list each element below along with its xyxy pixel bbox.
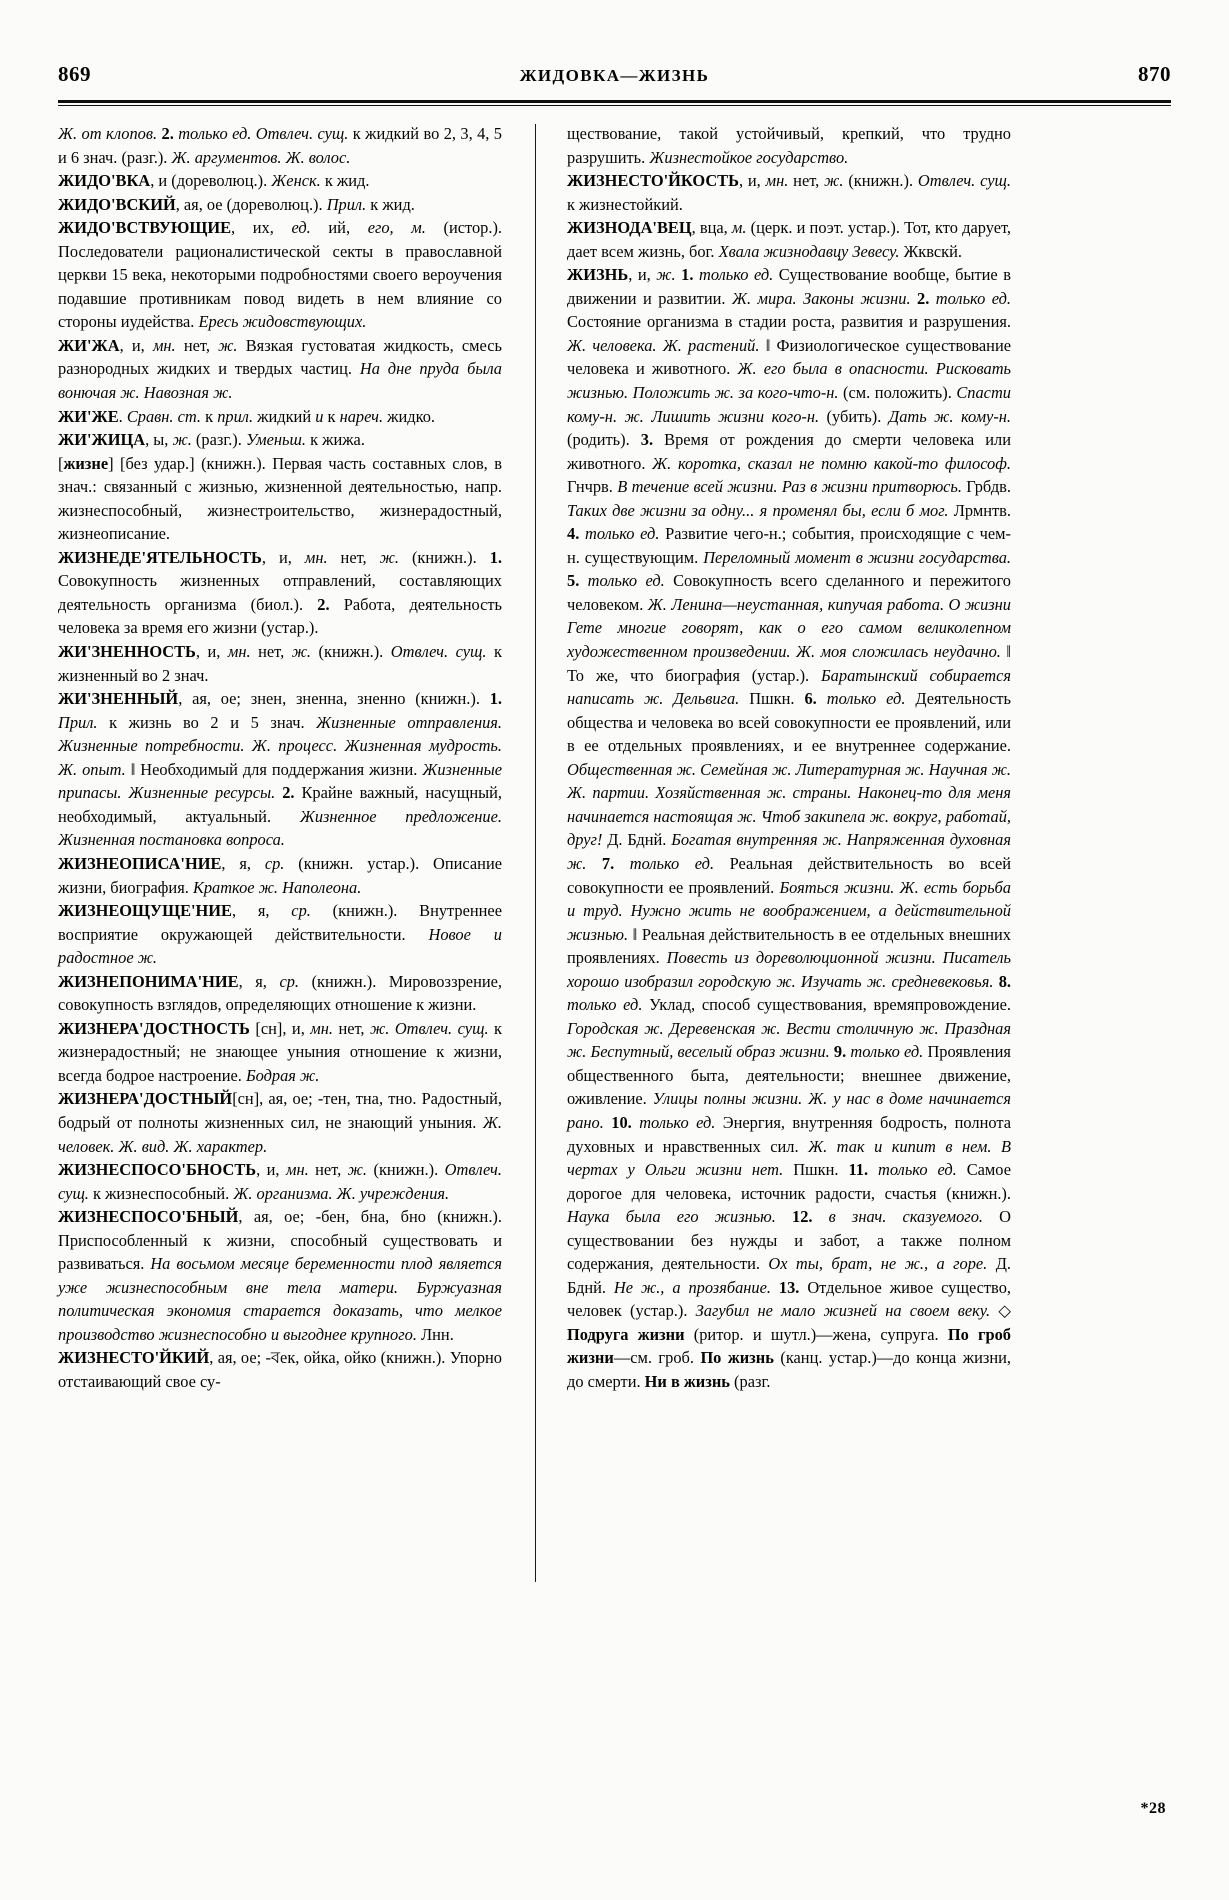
- page-header: [58, 62, 1171, 92]
- sheet-signature: *28: [1140, 1800, 1166, 1817]
- dictionary-entry: ЖИЗНЕСТО'ЙКОСТЬ, и, мн. нет, ж. (книжн.). Отвлеч. сущ. к жизнестойкий.: [567, 171, 1012, 214]
- dictionary-entry: ЖИЗНЕОЩУЩЕ'НИЕ, я, ср. (книжн.). Внутреннее восприятие окружающей действительности. Новое и радостное ж.: [58, 901, 502, 968]
- dictionary-entry: ЖИЗНЕОПИСА'НИЕ, я, ср. (книжн. устар.). Описание жизни, биография. Краткое ж. Наполеона.: [58, 853, 503, 897]
- carryover-paragraph: Ж. от клопов. 2. только ед. Отвлеч. сущ. к жидкий во 2, 3, 4, 5 и 6 знач. (разг.). Ж. аргументов. Ж. волос.: [58, 124, 502, 167]
- dictionary-entry: ЖИДО'ВСТВУЮЩИЕ, их, ед. ий, его, м. (истор.). Последователи рационалистической секты в православной церкви 15 века, некоторыми подробностями своего вероучения подавшие противникам повод видеть в нем влияние со стороны иудейства. Ересь жидовствующих.: [58, 218, 503, 332]
- dictionary-entry: ЖИЗНЕПОНИМА'НИЕ, я, ср. (книжн.). Мировоззрение, совокупность взглядов, определяющих отношение к жизни.: [58, 971, 502, 1015]
- dictionary-entry: [жизне] [без удар.] (книжн.). Первая часть составных слов, в знач.: связанный с жизнью, жизненной деятельностью, напр. жизнеспособный, жизнестроительство, жизнерадостный, жизнеописание.: [58, 453, 502, 544]
- folio-right: 870: [1138, 62, 1171, 86]
- dictionary-entry: ЖИЗНЕСТО'ЙКИЙ, ая, ое; -বек, ойка, ойко (книжн.). Упорно отстаивающий свое су-: [58, 1348, 502, 1391]
- dictionary-entry: ЖИЗНОДА'ВЕЦ, вца, м. (церк. и поэт. устар.). Тот, кто дарует, дает всем жизнь, бог. Хвала жизнодавцу Зевесу. Жквскй.: [567, 218, 1011, 261]
- entry-list-left: [58, 169, 502, 1393]
- column-right: [567, 122, 1011, 1762]
- dictionary-entry: ЖИЗНЬ, и, ж. 1. только ед. Существование вообще, бытие в движении и развитии. Ж. мира. Законы жизни. 2. только ед. Состояние организма в стадии роста, развития и разрушения. Ж. человека. Ж. растений. ‖ Физиологическое существование человека и животного. Ж. его была в опасности. Рисковать жизнью. Положить ж. за кого-что-н. (см. положить). Спасти кому-н. ж. Лишить жизни кого-н. (убить). Дать ж. кому-н. (родить). 3. Время от рождения до смерти человека или животного. Ж. коротка, сказал не помню какой-то философ. Гнчрв. В течение всей жизни. Раз в жизни притворюсь. Грбдв. Таких две жизни за одну... я променял бы, если б мог. Лрмнтв. 4. только ед. Развитие чего-н.; события, происходящие с чем-н. существующим. Переломный момент в жизни государства. 5. только ед. Совокупность всего сделанного и пережитого человеком. Ж. Ленина—неустанная, кипучая работа. О жизни Гете многие говорят, как о его самом великолепном художественном произведении. Ж. моя сложилась неудачно. ‖ То же, что биография (устар.). Баратынский собирается написать ж. Дельвига. Пшкн. 6. только ед. Деятельность общества и человека во всей совокупности ее проявлений, или в ее отдельных проявлениях, и ее внутреннее содержание. Общественная ж. Семейная ж. Литературная ж. Научная ж. Ж. партии. Хозяйственная ж. страны. Наконец-то для меня начинается настоящая ж. Чтоб закипела ж. вокруг, работай, друг! Д. Бднй. Богатая внутренняя ж. Напряженная духовная ж. 7. только ед. Реальная действительность во всей совокупности ее проявлений. Бояться жизни. Ж. есть борьба и труд. Нужно жить не воображением, а действительной жизнью. ‖ Реальная действительность в ее отдельных внешних проявлениях. Повесть из дореволюционной жизни. Писатель хорошо изобразил городскую ж. Изучать ж. средневековья. 8. только ед. Уклад, способ существования, времяпровождение. Городская ж. Деревенская ж. Вести столичную ж. Праздная ж. Беспутный, веселый образ жизни. 9. только ед. Проявления общественного быта, деятельности; внешнее движение, оживление. Улицы полны жизни. Ж. у нас в доме начинается рано. 10. только ед. Энергия, внутренняя бодрость, полнота духовных и нравственных сил. Ж. так и кипит в нем. В чертах у Ольги жизни нет. Пшкн. 11. только ед. Самое дорогое для человека, источник радости, счастья (книжн.). Наука была его жизнью. 12. в знач. сказуемого. О существовании без нужды и забот, а также полном содержания, деятельности. Ох ты, брат, не ж., а горе. Д. Бднй. Не ж., а прозябание. 13. Отдельное живое существо, человек (устар.). Загубил не мало жизней на своем веку. ◇ Подруга жизни (ритор. и шутл.)—жена, супруга. По гроб жизни—см. гроб. По жизнь (канц. устар.)—до конца жизни, до смерти. Ни в жизнь (разг.: [567, 265, 1012, 1391]
- text-columns: [58, 122, 1171, 1762]
- dictionary-entry: ЖИ'ЗНЕННОСТЬ, и, мн. нет, ж. (книжн.). Отвлеч. сущ. к жизненный во 2 знач.: [58, 642, 502, 685]
- dictionary-entry: ЖИЗНЕРА'ДОСТНОСТЬ [сн], и, мн. нет, ж. Отвлеч. сущ. к жизнерадостный; не знающее уныния отношение к жизни, всегда бодрое настроение. Бодрая ж.: [58, 1018, 502, 1085]
- dictionary-entry: ЖИДО'ВКА, и (дореволюц.). Женск. к жид.: [58, 171, 370, 191]
- dictionary-entry: ЖИЗНЕСПОСО'БНОСТЬ, и, мн. нет, ж. (книжн.). Отвлеч. сущ. к жизнеспособный. Ж. организма. Ж. учреждения.: [58, 1160, 502, 1203]
- dictionary-entry: ЖИДО'ВСКИЙ, ая, ое (дореволюц.). Прил. к жид.: [58, 194, 415, 214]
- dictionary-entry: ЖИ'ЖА, и, мн. нет, ж. Вязкая густоватая жидкость, смесь разнородных жидких и твердых частиц. На дне пруда была вонючая ж. Навозная ж.: [58, 335, 503, 403]
- dictionary-entry: ЖИ'ЗНЕННЫЙ, ая, ое; знен, зненна, зненно (книжн.). 1. Прил. к жизнь во 2 и 5 знач. Жизненные отправления. Жизненные потребности. Ж. процесс. Жизненная мудрость. Ж. опыт. ‖ Необходимый для поддержания жизни. Жизненные припасы. Жизненные ресурсы. 2. Крайне важный, насущный, необходимый, актуальный. Жизненное предложение. Жизненная постановка вопроса.: [58, 689, 502, 850]
- column-left: [58, 122, 502, 1762]
- folio-left: 869: [58, 62, 91, 86]
- dictionary-entry: ЖИ'ЖИЦА, ы, ж. (разг.). Уменьш. к жижа.: [58, 430, 365, 450]
- dictionary-entry: ЖИЗНЕРА'ДОСТНЫЙ[сн], ая, ое; -тен, тна, тно. Радостный, бодрый от полноты жизненных сил, не знающий уныния. Ж. человек. Ж. вид. Ж. характер.: [58, 1089, 502, 1156]
- carryover-paragraph: ществование, такой устойчивый, крепкий, что трудно разрушить. Жизнестойкое государство.: [567, 124, 1011, 167]
- dictionary-entry: ЖИЗНЕДЕ'ЯТЕЛЬНОСТЬ, и, мн. нет, ж. (книжн.). 1. Совокупность жизненных отправлений, составляющих деятельность организма (биол.). 2. Работа, деятельность человека за время его жизни (устар.).: [58, 547, 502, 638]
- entry-list-right: [567, 169, 1011, 1393]
- column-divider: [502, 122, 567, 1762]
- dictionary-entry: ЖИ'ЖЕ. Сравн. ст. к прил. жидкий и к нареч. жидко.: [58, 406, 436, 426]
- running-head: ЖИДОВКА—ЖИЗНЬ: [519, 66, 710, 85]
- dictionary-entry: ЖИЗНЕСПОСО'БНЫЙ, ая, ое; -бен, бна, бно (книжн.). Приспособленный к жизни, способный существовать и развиваться. На восьмом месяце беременности плод является уже жизнеспособным вне тела матери. Буржуазная политическая экономия старается доказать, что мелкое производство жизнеспособно и выгоднее крупного. Лнн.: [58, 1207, 502, 1344]
- header-rule: [58, 100, 1171, 106]
- header-rule-thin: [58, 105, 1171, 106]
